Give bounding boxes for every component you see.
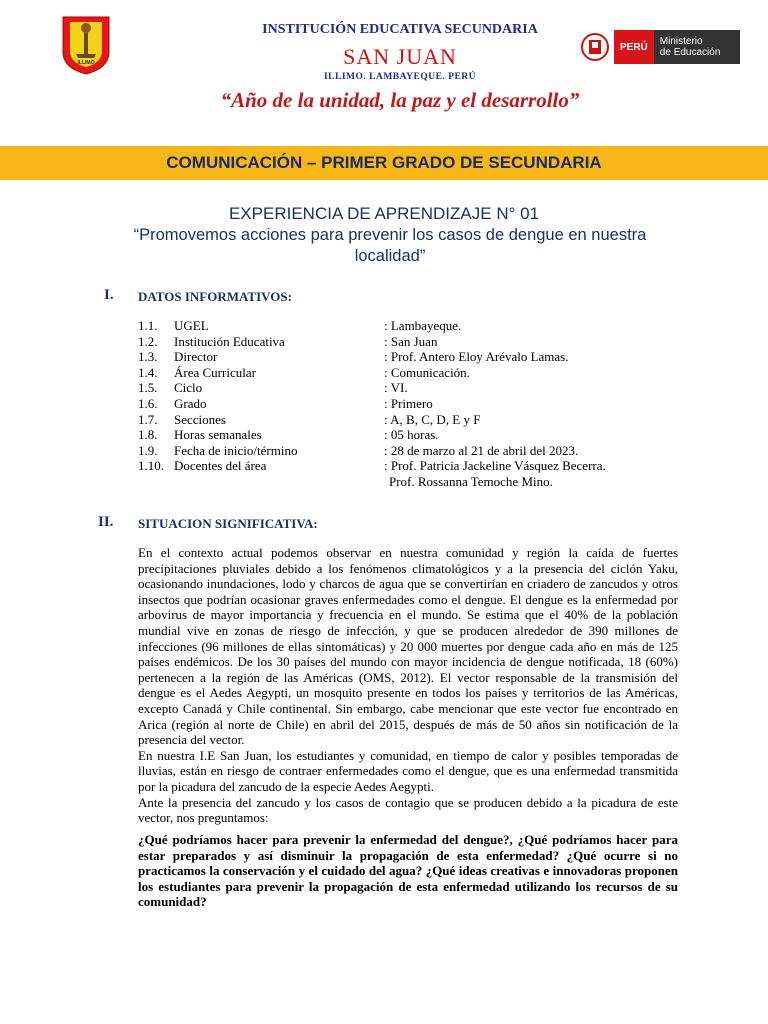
- item-number: 1.8.: [138, 427, 158, 443]
- item-label: UGEL: [174, 318, 209, 333]
- experience-title: EXPERIENCIA DE APRENDIZAJE N° 01: [228, 204, 540, 223]
- paragraph-3: Ante la presencia del zancudo y los casos de contagio que se producen debido a la picadura de este vector, nos preguntamos:: [138, 794, 678, 826]
- item-number: 1.4.: [138, 364, 158, 380]
- section-1-number: I.: [104, 287, 114, 303]
- item-value: : VI.: [384, 380, 408, 396]
- paragraph-1: En el contexto actual podemos observar en nuestra comunidad y región la caída de fuertes precipitaciones pluviales debido a los fenómenos climatológicos y a la presencia del ciclón Yaku, ocasionando inundaciones, lodo y charcos de agua que se convertirían en criadero de zancudos y otros insectos que podrían ocasionar graves enfermedades como el dengue. El dengue es la enfermedad por arbovirus de mayor importancia y frecuencia en el mundo. Se estima que el 40% de la población mundial vive en zonas de riesgo de infección, y que se producen alrededor de 390 millones de infecciones (96 millones de ellas sintomáticas) y 20 000 muertes por dengue cada año en más de 125 países endémicos. De los 30 países del mundo con mayor incidencia de dengue notificada, 18 (60%) pertenecen a la región de las Américas (OMS, 2012). El vector responsable de la transmisión del dengue es el Aedes Aegypti, un mosquito presente en todos los países y territorios de las Américas, excepto Canadá y Chile continental. Sin embargo, cabe mencionar que este vector fue encontrado en Arica (región al norte de Chile) en abril del 2015, después de más de 50 años sin notificación de la presencia del vector.: [138, 545, 678, 748]
- minedu-ministerio-label: [654, 30, 740, 64]
- item-value: : 28 de marzo al 21 de abril del 2023.: [384, 442, 579, 458]
- course-band: [0, 146, 768, 180]
- minedu-line-2: de Educación: [659, 47, 721, 58]
- minedu-line-1: Ministerio: [659, 36, 703, 47]
- item-value: : Comunicación.: [384, 364, 470, 380]
- item-label: Institución Educativa: [174, 333, 285, 349]
- list-item: [138, 412, 698, 428]
- paragraph-2: En nuestra I.E San Juan, los estudiantes y comunidad, en tiempo de calor y posibles temporadas de lluvias, están en riesgo de contraer enfermedades como el dengue, que es una enfermedad transmitida por la picadura del zancudo de la especie Aedes Aegypti.: [138, 747, 678, 794]
- extra-teacher: Prof. Rossanna Temoche Mino.: [389, 473, 553, 489]
- section-2-number: II.: [98, 514, 114, 530]
- guiding-questions: ¿Qué podríamos hacer para prevenir la enfermedad del dengue?, ¿Qué podríamos hacer para estar preparados y así disminuir la propagación de esta enfermedad? ¿Qué ocurre si no practicamos la conservación y el cuidado del agua? ¿Qué ideas creativas e innovadoras proponen los estudiantes para prevenir la propagación de esta enfermedad utilizando los recursos de su comunidad?: [138, 832, 678, 910]
- item-label: Horas semanales: [174, 427, 262, 443]
- list-item: [138, 443, 698, 459]
- item-number: 1.1.: [138, 318, 158, 333]
- svg-text:ILLIMO: ILLIMO: [77, 60, 95, 66]
- list-item: [138, 458, 698, 474]
- item-label: Docentes del área: [174, 458, 267, 474]
- item-number: 1.3.: [138, 349, 158, 365]
- item-label: Grado: [174, 395, 207, 411]
- school-location: ILLIMO. LAMBAYEQUE. PERÚ: [323, 72, 477, 82]
- list-item: [138, 380, 698, 396]
- list-item: [138, 365, 698, 381]
- item-value: : Prof. Patricia Jackeline Vásquez Becerra.: [384, 458, 606, 474]
- section-2-title: SITUACION SIGNIFICATIVA:: [138, 516, 318, 531]
- item-number: 1.9.: [138, 442, 158, 458]
- significant-situation-text: [138, 545, 678, 826]
- list-item: [138, 334, 698, 350]
- list-item: [138, 318, 698, 334]
- experience-subtitle: “Promovemos acciones para prevenir los casos de dengue en nuestra localidad”: [133, 226, 647, 265]
- school-name: SAN JUAN: [343, 44, 457, 69]
- peru-coat-of-arms-icon: [580, 30, 610, 64]
- item-label: Fecha de inicio/término: [174, 442, 298, 458]
- informative-data-list: [138, 318, 698, 490]
- section-1-title: DATOS INFORMATIVOS:: [138, 289, 292, 304]
- item-label: Secciones: [174, 411, 226, 427]
- item-number: 1.6.: [138, 395, 158, 411]
- minedu-peru-label: PERÚ: [614, 30, 654, 64]
- item-value: : Lambayeque.: [384, 318, 462, 333]
- item-value: : A, B, C, D, E y F: [384, 411, 481, 427]
- list-item: [138, 396, 698, 412]
- item-value: : 05 horas.: [384, 427, 439, 443]
- item-label: Director: [174, 349, 218, 365]
- course-band-title: COMUNICACIÓN – PRIMER GRADO DE SECUNDARIA: [166, 153, 602, 172]
- item-number: 1.7.: [138, 411, 158, 427]
- minedu-logo: [580, 30, 740, 64]
- institution-name: INSTITUCIÓN EDUCATIVA SECUNDARIA: [262, 22, 538, 37]
- year-motto: “Año de la unidad, la paz y el desarrollo”: [220, 88, 580, 112]
- item-label: Área Curricular: [174, 364, 256, 380]
- item-value: : Prof. Antero Eloy Arévalo Lamas.: [384, 349, 569, 365]
- item-value: : San Juan: [384, 333, 438, 349]
- item-number: 1.5.: [138, 380, 158, 396]
- item-label: Ciclo: [174, 380, 203, 396]
- item-number: 1.10.: [138, 458, 164, 474]
- list-item: [138, 349, 698, 365]
- item-number: 1.2.: [138, 333, 158, 349]
- item-value: : Primero: [384, 395, 433, 411]
- list-item: [138, 427, 698, 443]
- school-shield-logo: [60, 14, 112, 76]
